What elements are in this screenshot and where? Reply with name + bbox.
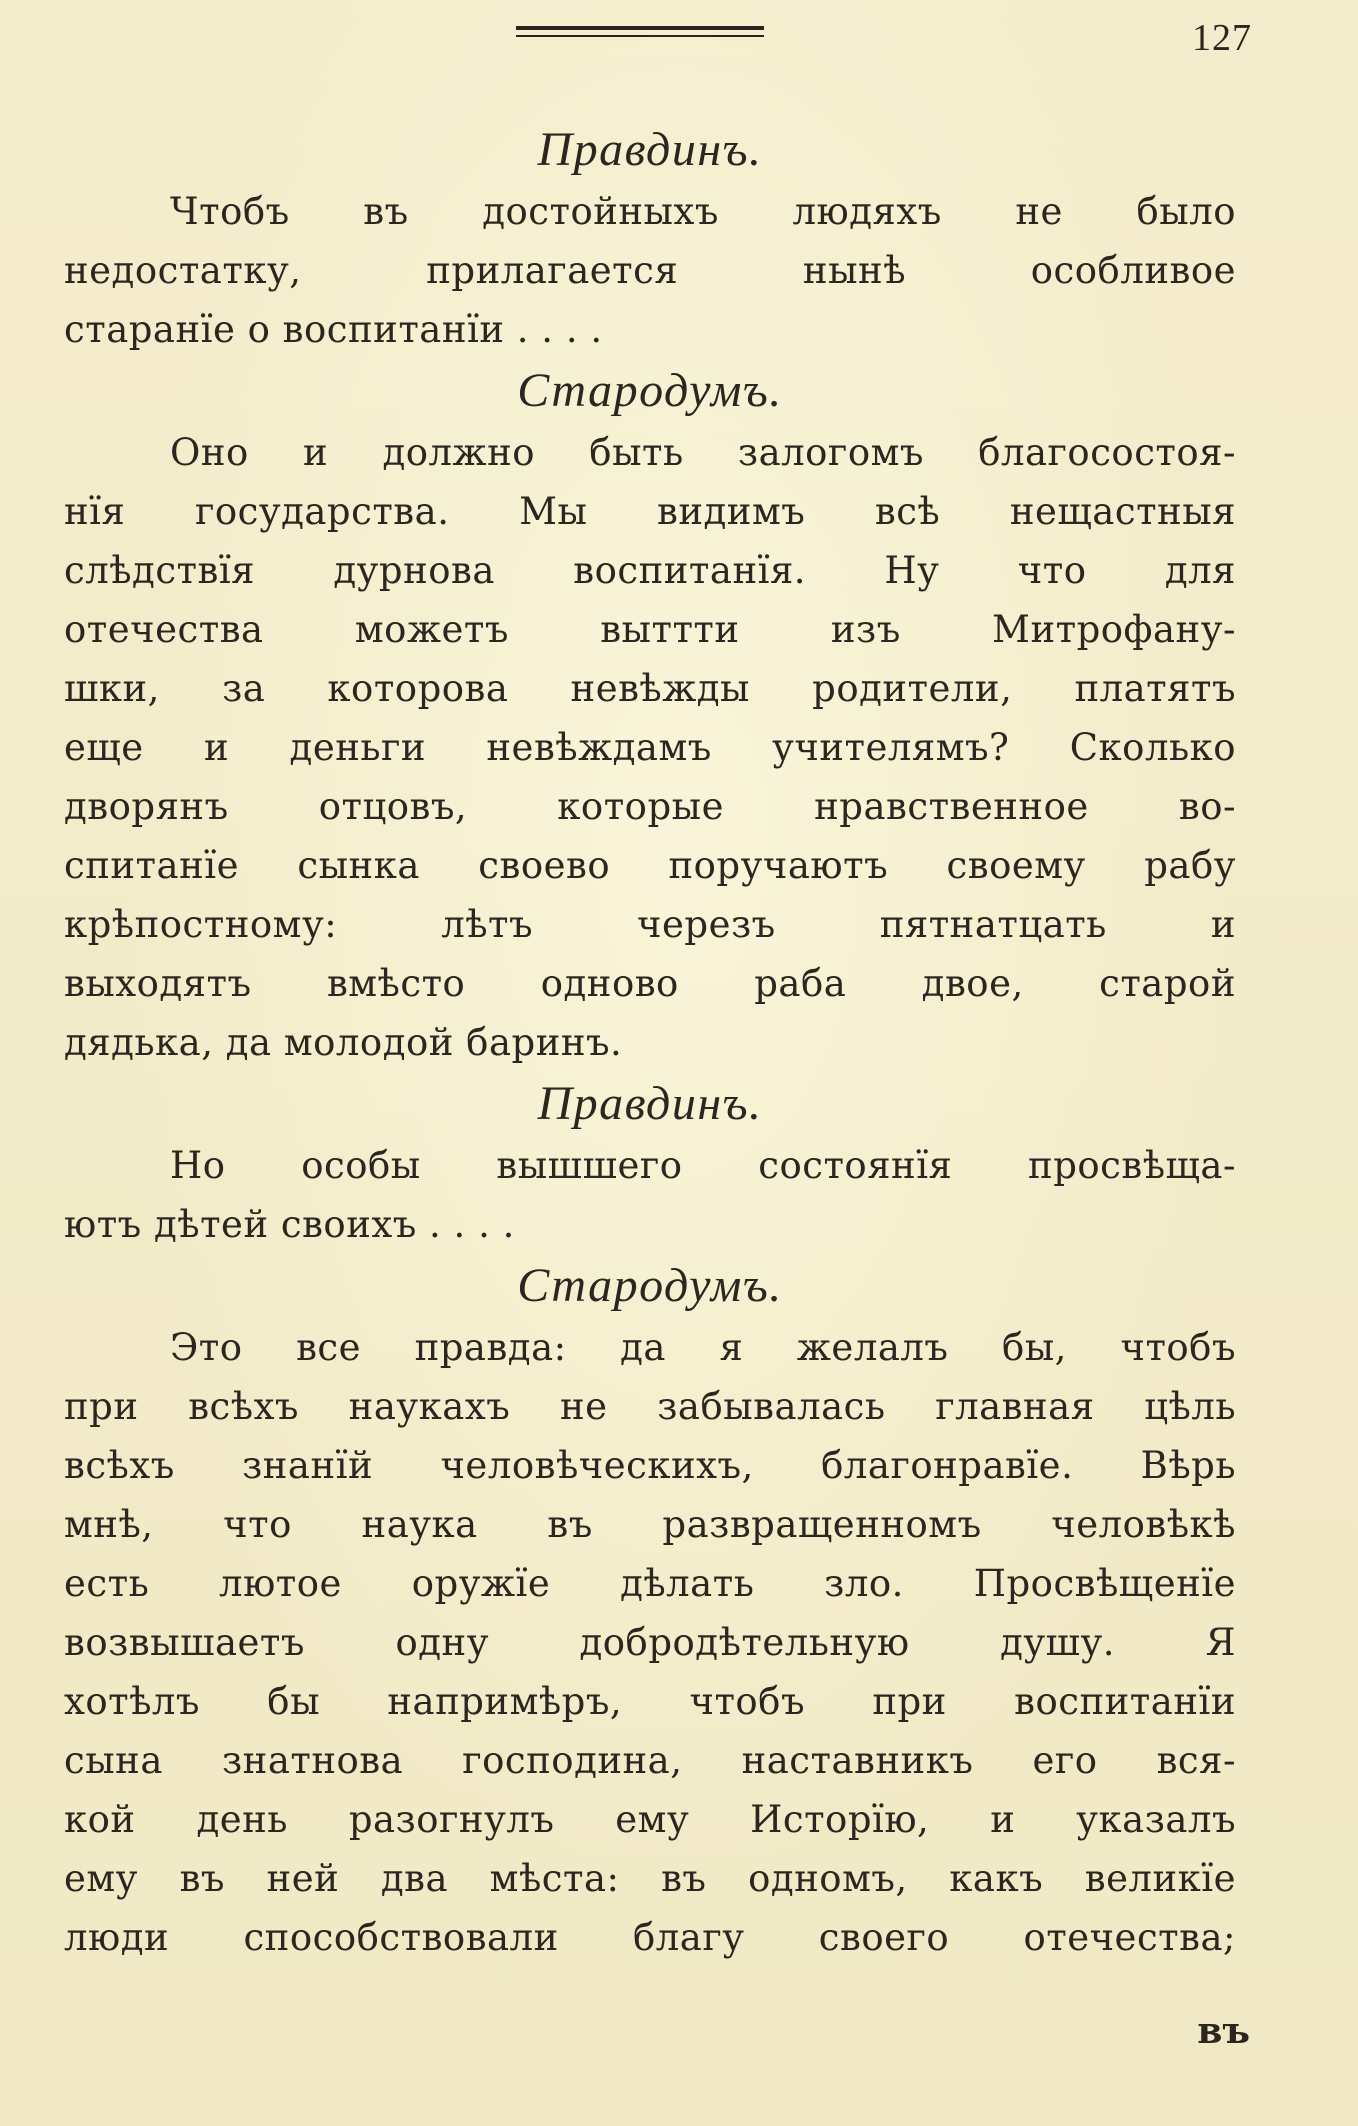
- text-line: нїя государства. Мы видимъ всѣ нещастныя: [64, 490, 1236, 533]
- text-line: спитанїе сынка своево поручаютъ своему рабу: [64, 844, 1236, 887]
- text-line: кой день разогнулъ ему Исторїю, и указалъ: [64, 1798, 1236, 1841]
- text-line: возвышаетъ одну добродѣтельную душу. Я: [64, 1621, 1236, 1664]
- text-line: еще и деньги невѣждамъ учителямъ? Сколько: [64, 726, 1236, 769]
- text-line: старанїе о воспитанїи . . . .: [64, 308, 603, 351]
- text-line: недостатку, прилагается нынѣ особливое: [64, 249, 1236, 292]
- text-line: слѣдствїя дурнова воспитанїя. Ну что для: [64, 549, 1236, 592]
- text-line: отечества можетъ выттти изъ Митрофану-: [64, 608, 1236, 651]
- text-line: при всѣхъ наукахъ не забывалась главная цѣль: [64, 1385, 1236, 1428]
- header-rule-thin-line: [516, 35, 764, 37]
- text-line: крѣпостному: лѣтъ черезъ пятнатцать и: [64, 903, 1236, 946]
- header-rule: [516, 26, 764, 42]
- header-rule-thick-line: [516, 26, 764, 30]
- text-line: ему въ ней два мѣста: въ одномъ, какъ великїе: [64, 1857, 1236, 1900]
- text-line: шки, за которова невѣжды родители, платятъ: [64, 667, 1236, 710]
- text-line: люди способствовали благу своего отечества;: [64, 1916, 1236, 1959]
- text-line: всѣхъ знанїй человѣческихъ, благонравїе. Вѣрь: [64, 1444, 1236, 1487]
- text-line: выходятъ вмѣсто одново раба двое, старой: [64, 962, 1236, 1005]
- text-line: мнѣ, что наука въ развращенномъ человѣкѣ: [64, 1503, 1236, 1546]
- speaker-name: Правдинъ.: [537, 1077, 763, 1130]
- text-line: дядька, да молодой баринъ.: [64, 1021, 623, 1064]
- text-line: ютъ дѣтей своихъ . . . .: [64, 1203, 515, 1246]
- text-line: Чтобъ въ достойныхъ людяхъ не было: [170, 190, 1236, 233]
- dialogue-text: [64, 118, 1236, 1967]
- catchword: въ: [1197, 2010, 1250, 2052]
- page-number: 127: [1192, 17, 1252, 59]
- text-line: есть лютое оружїе дѣлать зло. Просвѣщенїе: [64, 1562, 1236, 1605]
- text-line: сына знатнова господина, наставникъ его вся-: [64, 1739, 1236, 1782]
- text-line: Оно и должно быть залогомъ благосостоя-: [170, 431, 1236, 474]
- speaker-name: Стародумъ.: [517, 1259, 783, 1312]
- text-line: Но особы вышшего состоянїя просвѣща-: [170, 1144, 1236, 1187]
- text-line: хотѣлъ бы напримѣръ, чтобъ при воспитанїи: [64, 1680, 1236, 1723]
- text-line: Это все правда: да я желалъ бы, чтобъ: [170, 1326, 1236, 1369]
- text-line: дворянъ отцовъ, которые нравственное во-: [64, 785, 1236, 828]
- speaker-name: Правдинъ.: [537, 123, 763, 176]
- speaker-name: Стародумъ.: [517, 364, 783, 417]
